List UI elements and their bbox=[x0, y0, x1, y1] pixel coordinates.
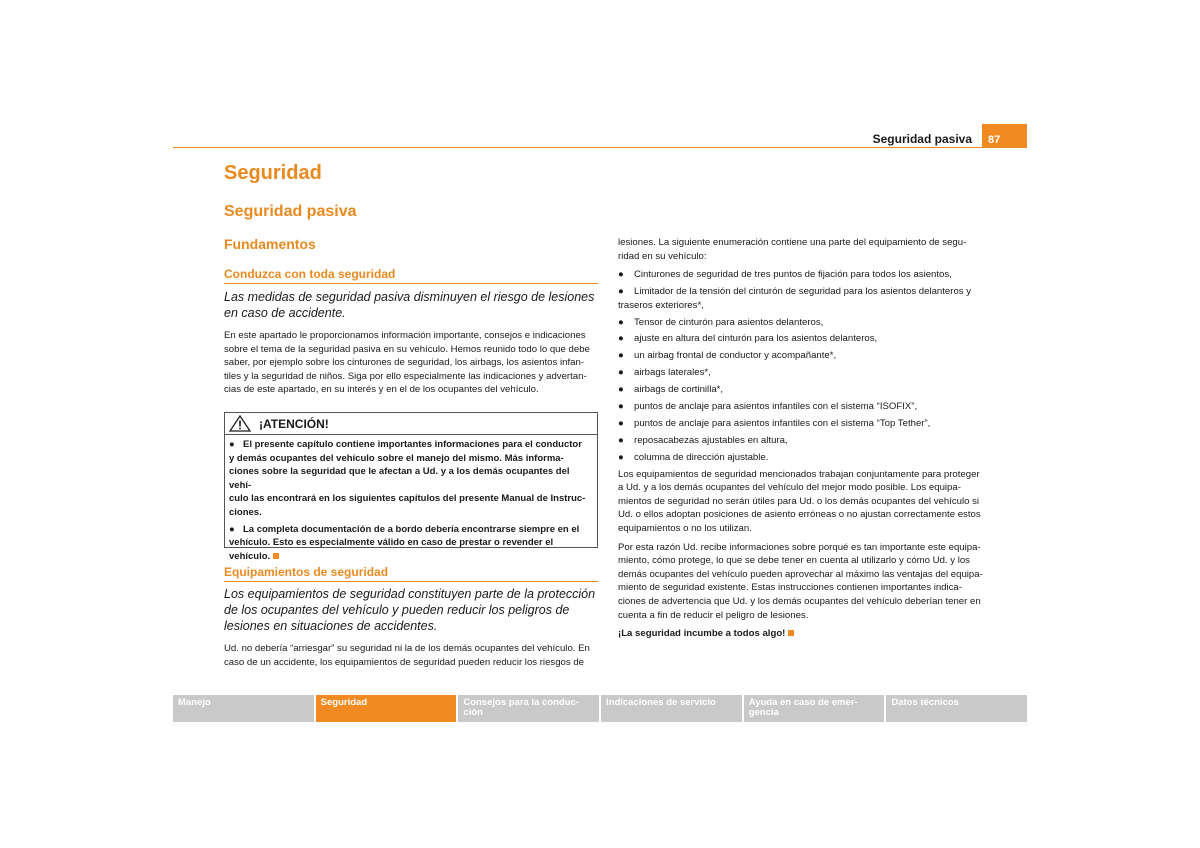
tab-consejos-conduccion[interactable] bbox=[458, 695, 599, 722]
page-number: 87 bbox=[982, 124, 1027, 148]
text-line: equipamientos o no los utilizan. bbox=[618, 522, 752, 534]
list-item bbox=[618, 451, 992, 465]
text-line: culo las encontrará en los siguientes capítulos del presente Manual de Instruc- bbox=[229, 493, 586, 505]
text-line: ridad en su vehículo: bbox=[618, 250, 707, 262]
tab-datos-tecnicos[interactable] bbox=[886, 695, 1027, 722]
section-title: Seguridad pasiva bbox=[224, 203, 357, 220]
list-item bbox=[618, 366, 992, 380]
warning-header bbox=[225, 413, 597, 435]
section-lead-conduzca: Las medidas de seguridad pasiva disminuyen el riesgo de lesiones en caso de accidente. bbox=[224, 290, 595, 320]
list-item-text: reposacabezas ajustables en altura, bbox=[634, 434, 788, 446]
text-line: Por esta razón Ud. recibe informaciones sobre porqué es tan importante este equipa- bbox=[618, 541, 981, 553]
bullet-icon: ● bbox=[618, 333, 624, 345]
end-marker-icon bbox=[788, 630, 794, 636]
text-line: sobre el tema de la seguridad pasiva en su vehículo. Hemos reunido todo lo que debe bbox=[224, 343, 590, 355]
text-line: Ud. o ellos adoptan posiciones de asiento erróneas o no ajustan correctamente estos bbox=[618, 509, 981, 521]
header-rule bbox=[173, 147, 1027, 148]
list-item bbox=[618, 316, 992, 330]
list-item-text: puntos de anclaje para asientos infantiles con el sistema “ISOFIX”, bbox=[634, 401, 918, 413]
list-item bbox=[618, 417, 992, 431]
list-item bbox=[618, 332, 992, 346]
tab-label: Manejo bbox=[178, 697, 211, 708]
list-item-text: columna de dirección ajustable. bbox=[634, 451, 769, 463]
bullet-icon: ● bbox=[229, 523, 235, 535]
text-line: cias de este apartado, en su interés y en el de los ocupantes del vehículo. bbox=[224, 384, 539, 396]
chapter-tabs bbox=[173, 695, 1027, 722]
list-item bbox=[618, 383, 992, 397]
tab-label: Consejos para la conduc- ción bbox=[463, 697, 579, 718]
text-line: Ud. no debería “arriesgar” su seguridad ni la de los demás ocupantes del vehículo. En bbox=[224, 643, 590, 654]
equipment-list bbox=[618, 268, 992, 464]
list-item-text: Limitador de la tensión del cinturón de seguridad para los asientos delanteros y traseros exteriores*, bbox=[618, 286, 972, 311]
text-line: saber, por ejemplo sobre los cinturones de seguridad, los airbags, los asientos infan- bbox=[224, 357, 584, 369]
warning-triangle-icon bbox=[229, 415, 251, 432]
text-line: ciones sobre la seguridad que le afectan a Ud. y a los demás ocupantes del vehí- bbox=[229, 466, 570, 491]
section-body-equipamientos bbox=[224, 642, 598, 669]
section-lead-equipamientos: Los equipamientos de seguridad constituyen parte de la protección de los ocupantes del vehículo y pueden reducir los peligros de lesiones en situaciones de accidentes. bbox=[224, 587, 596, 633]
tab-label: Ayuda en caso de emer- gencia bbox=[748, 697, 858, 718]
paragraph-information bbox=[618, 541, 992, 623]
section-heading-equipamientos: Equipamientos de seguridad bbox=[224, 565, 598, 582]
bullet-icon: ● bbox=[618, 434, 624, 446]
warning-body bbox=[225, 435, 597, 563]
right-column bbox=[618, 236, 992, 641]
bullet-icon: ● bbox=[618, 316, 624, 328]
text-line: El presente capítulo contiene importantes informaciones para el conductor bbox=[243, 439, 582, 450]
list-item-text: Cinturones de seguridad de tres puntos de fijación para todos los asientos, bbox=[634, 269, 952, 281]
text-line: ciones. bbox=[229, 506, 262, 518]
bullet-icon: ● bbox=[618, 451, 624, 463]
tab-indicaciones-servicio[interactable] bbox=[601, 695, 742, 722]
text-line: cuenta a fin de reducir el peligro de lesiones. bbox=[618, 609, 809, 621]
list-item bbox=[618, 349, 992, 363]
text-line: miento de seguridad existente. Estas instrucciones contienen importantes indica- bbox=[618, 582, 962, 594]
text-line: lesiones. La siguiente enumeración contiene una parte del equipamiento de segu- bbox=[618, 237, 967, 248]
text-line: vehículo. bbox=[229, 550, 271, 562]
text-line: La completa documentación de a bordo debería encontrarse siempre en el bbox=[243, 523, 580, 535]
warning-item bbox=[229, 438, 593, 520]
bullet-icon: ● bbox=[618, 401, 624, 413]
list-item bbox=[618, 285, 992, 312]
bullet-icon: ● bbox=[229, 439, 235, 450]
section-heading-conduzca: Conduzca con toda seguridad bbox=[224, 267, 598, 284]
bullet-icon: ● bbox=[618, 367, 624, 379]
list-item-text: puntos de anclaje para asientos infantiles con el sistema “Top Tether”, bbox=[634, 417, 931, 429]
bullet-icon: ● bbox=[618, 286, 624, 298]
intro-paragraph bbox=[618, 236, 992, 263]
bullet-icon: ● bbox=[618, 417, 624, 429]
list-item bbox=[618, 434, 992, 448]
list-item-text: un airbag frontal de conductor y acompañante*, bbox=[634, 350, 837, 362]
text-line: tiles y la seguridad de niños. Siga por ello especialmente las indicaciones y advertan- bbox=[224, 370, 587, 382]
list-item-text: airbags de cortinilla*, bbox=[634, 384, 724, 396]
closing-text: ¡La seguridad incumbe a todos algo! bbox=[618, 628, 786, 640]
list-item-text: ajuste en altura del cinturón para los asientos delanteros, bbox=[634, 333, 878, 345]
section-body-conduzca bbox=[224, 329, 598, 397]
warning-title: ¡ATENCIÓN! bbox=[259, 416, 329, 431]
text-line: vehículo. Esto es especialmente válido en caso de prestar o revender el bbox=[229, 537, 554, 549]
warning-item bbox=[229, 523, 593, 564]
list-item-text: airbags laterales*, bbox=[634, 367, 711, 379]
chapter-title: Seguridad bbox=[224, 162, 322, 184]
text-line: ciones de advertencia que Ud. y los demás ocupantes del vehículo deberían tener en bbox=[618, 595, 981, 607]
tab-seguridad[interactable] bbox=[316, 695, 457, 722]
text-line: a Ud. y a los demás ocupantes del vehículo del mejor modo posible. Los equipa- bbox=[618, 482, 961, 494]
text-line: demás ocupantes del vehículo pueden aprovechar al máximo las ventajas del equipa- bbox=[618, 568, 983, 580]
closing-statement bbox=[618, 627, 992, 641]
text-line: mientos de seguridad no serán útiles para Ud. o los demás ocupantes del vehículo si bbox=[618, 495, 980, 507]
list-item bbox=[618, 268, 992, 282]
tab-label: Seguridad bbox=[320, 697, 368, 708]
bullet-icon: ● bbox=[618, 269, 624, 281]
text-line: caso de un accidente, los equipamientos de seguridad pueden reducir los riesgos de bbox=[224, 656, 584, 668]
text-line: Los equipamientos de seguridad mencionados trabajan conjuntamente para proteger bbox=[618, 468, 980, 480]
text-line: miento, cómo protege, lo que se debe tener en cuenta al utilizarlo y cómo Ud. y los bbox=[618, 555, 970, 567]
warning-box bbox=[224, 412, 598, 562]
text-line: y demás ocupantes del vehículo sobre el manejo del mismo. Más informa- bbox=[229, 452, 564, 464]
list-item bbox=[618, 400, 992, 414]
bullet-icon: ● bbox=[618, 384, 624, 396]
tab-label: Indicaciones de servicio bbox=[606, 697, 716, 708]
running-head: Seguridad pasiva bbox=[872, 132, 972, 146]
subsection-title: Fundamentos bbox=[224, 236, 316, 252]
tab-manejo[interactable] bbox=[173, 695, 314, 722]
end-marker-icon bbox=[273, 553, 279, 559]
paragraph-equipment-work bbox=[618, 468, 992, 536]
bullet-icon: ● bbox=[618, 350, 624, 362]
list-item-text: Tensor de cinturón para asientos delanteros, bbox=[634, 316, 824, 328]
text-line: En este apartado le proporcionamos información importante, consejos e indicaciones bbox=[224, 330, 586, 341]
tab-ayuda-emergencia[interactable] bbox=[744, 695, 885, 722]
tab-label: Datos técnicos bbox=[891, 697, 959, 708]
